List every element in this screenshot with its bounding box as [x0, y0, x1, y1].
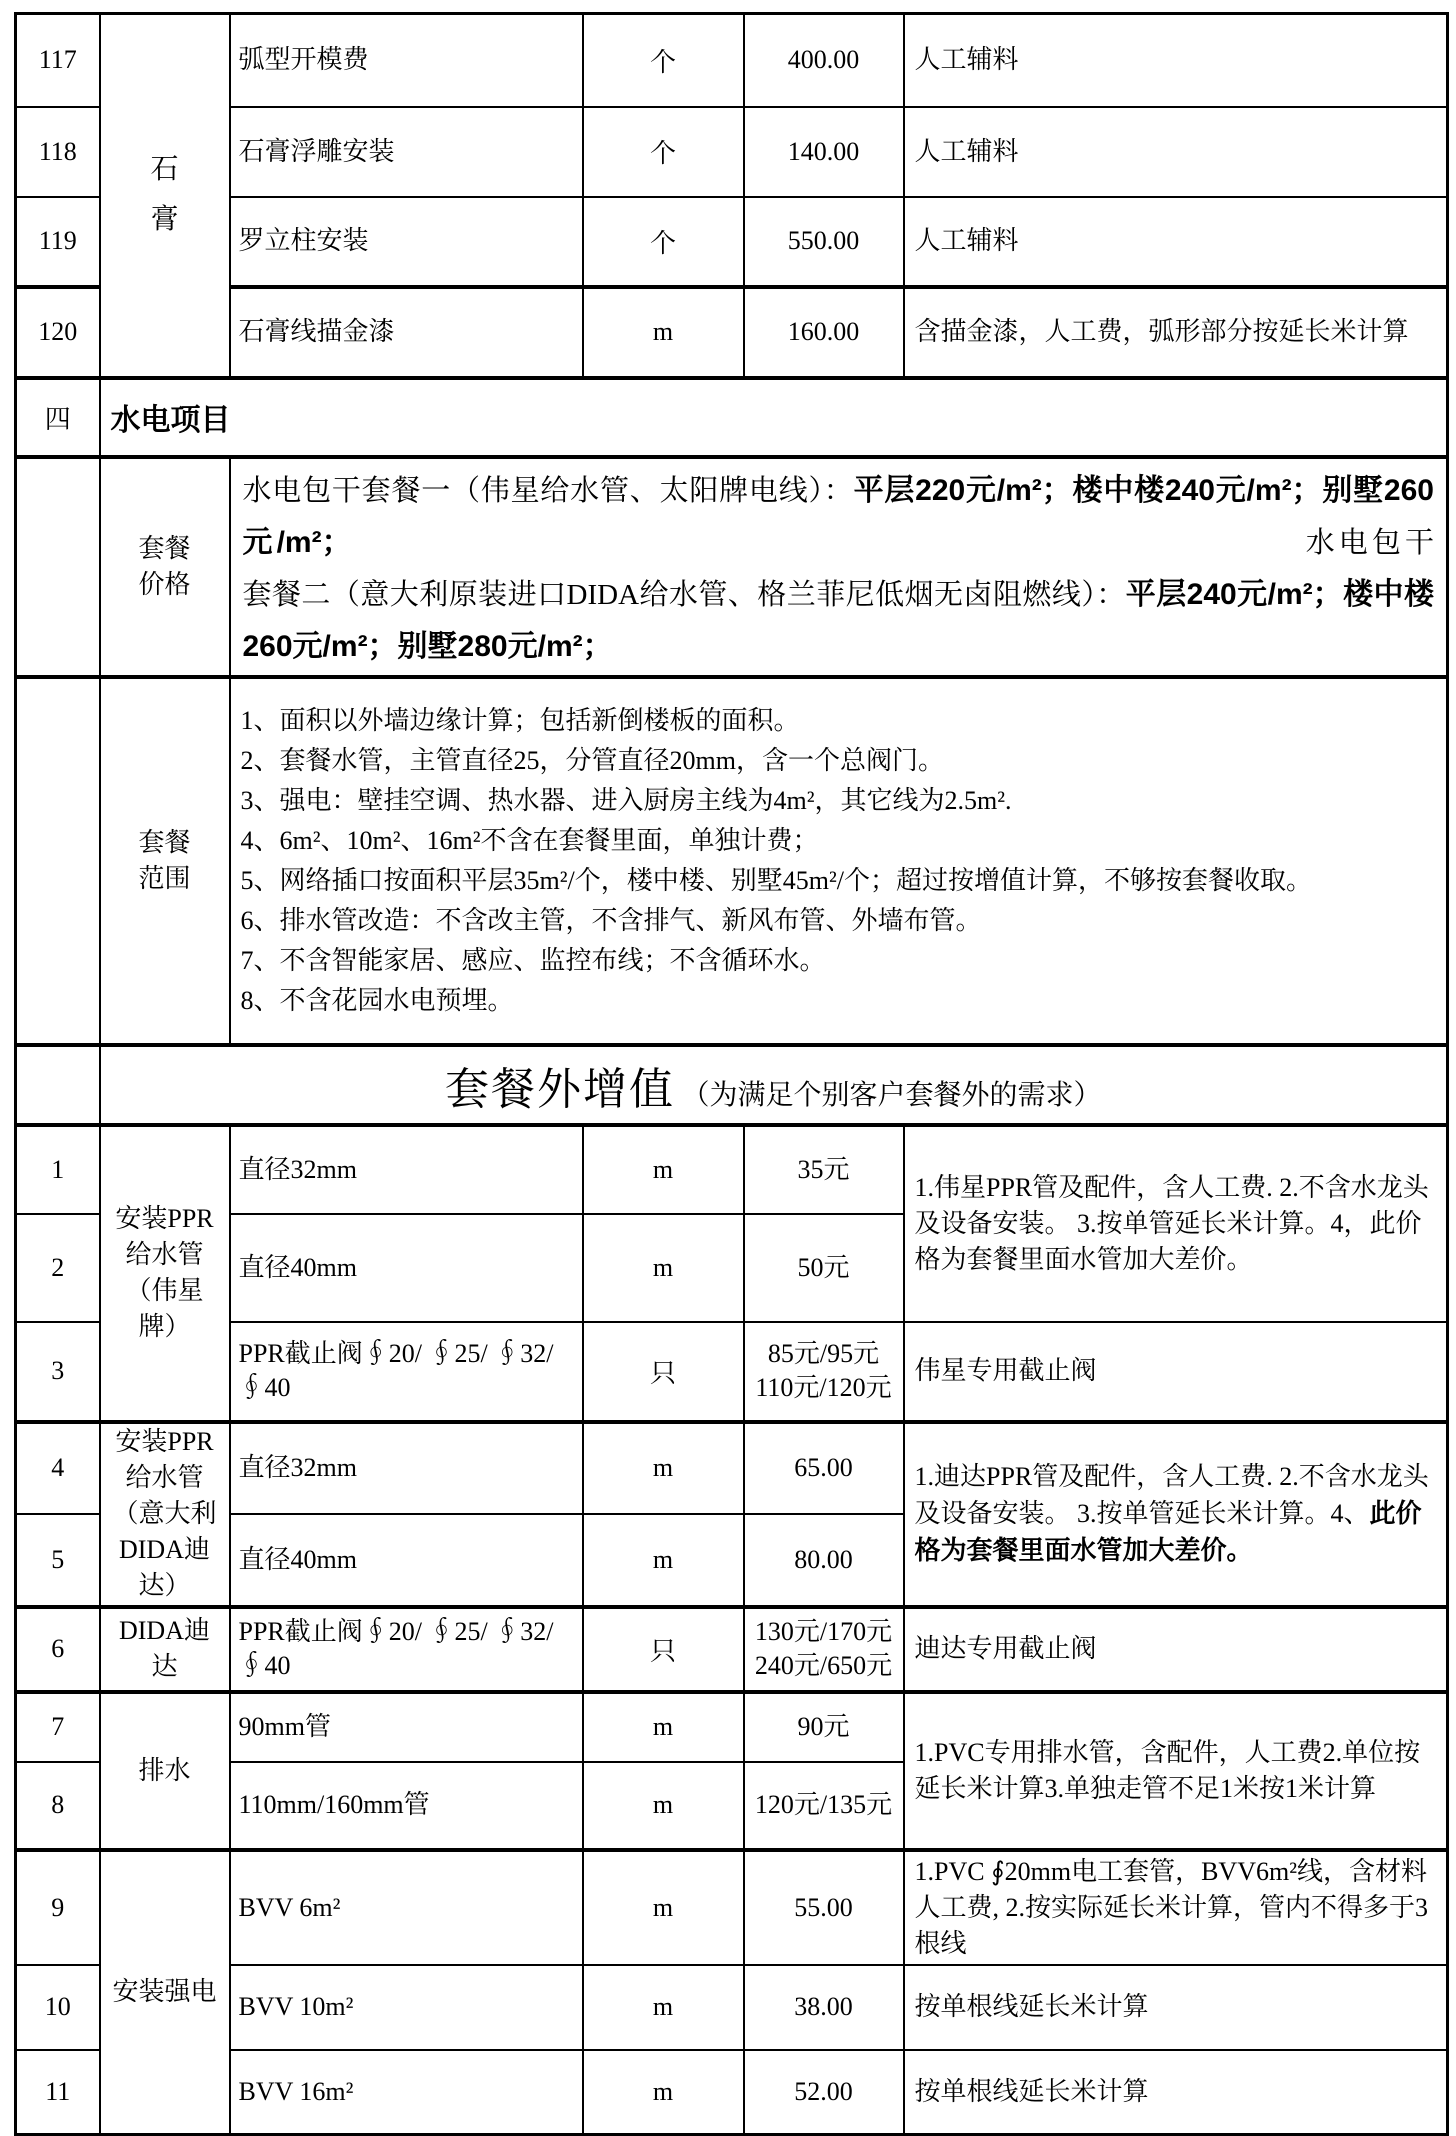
- table-row: [16, 1422, 1448, 1514]
- item-cell: 石膏线描金漆: [230, 287, 583, 378]
- category-label-line: 套餐: [138, 827, 191, 857]
- note-cell: 含描金漆，人工费，弧形部分按延长米计算: [904, 287, 1448, 378]
- unit-cell: 个: [583, 107, 744, 197]
- price-cell: 52.00: [744, 2050, 904, 2135]
- category-cell-gypsum: [100, 14, 230, 378]
- price-line: 85元/95元: [767, 1339, 880, 1368]
- item-cell: 直径32mm: [230, 1422, 583, 1514]
- row-number-cell: 119: [16, 197, 100, 287]
- table-row: [16, 197, 1448, 287]
- category-cell-package-scope: [100, 677, 230, 1045]
- package-scope-cell: [230, 677, 1448, 1045]
- price-cell: 120元/135元: [744, 1762, 904, 1850]
- table-row: [16, 2050, 1448, 2135]
- item-cell: PPR截止阀∮20/ ∮25/ ∮32/ ∮40: [230, 1607, 583, 1692]
- pkg-price-text-2: 水电包干套餐二（意大利原装进口DIDA给水管、格兰菲尼低烟无卤阻燃线）：: [242, 526, 1434, 611]
- row-number-cell: 11: [16, 2050, 100, 2135]
- row-number-cell: 118: [16, 107, 100, 197]
- note-cell: 按单根线延长米计算: [904, 2050, 1448, 2135]
- item-cell: BVV 6m²: [230, 1850, 583, 1965]
- extra-header-row: [16, 1045, 1448, 1125]
- note-cell: 1.PVC专用排水管，含配件，人工费2.单位按延长米计算3.单独走管不足1米按1米计算: [904, 1692, 1448, 1850]
- scope-line: 4、6m²、10m²、16m²不含在套餐里面，单独计费；: [240, 825, 819, 855]
- price-line: 110元/120元: [755, 1373, 892, 1402]
- unit-cell: m: [583, 287, 744, 378]
- category-label-line: 套餐: [138, 533, 191, 563]
- price-cell: 55.00: [744, 1850, 904, 1965]
- row-number-cell: 3: [16, 1322, 100, 1422]
- scope-line: 6、排水管改造：不含改主管，不含排气、新风布管、外墙布管。: [240, 905, 982, 935]
- item-cell: 石膏浮雕安装: [230, 107, 583, 197]
- price-cell: 50元: [744, 1214, 904, 1322]
- row-number-cell: [16, 1045, 100, 1125]
- unit-cell: 个: [583, 14, 744, 107]
- unit-cell: 个: [583, 197, 744, 287]
- unit-cell: m: [583, 1762, 744, 1850]
- category-label-line: 范围: [138, 863, 191, 893]
- table-row: [16, 1850, 1448, 1965]
- note-cell: 迪达专用截止阀: [904, 1607, 1448, 1692]
- note-cell: [904, 1422, 1448, 1607]
- item-cell: 90mm管: [230, 1692, 583, 1762]
- table-row: [16, 1607, 1448, 1692]
- row-number-cell: 9: [16, 1850, 100, 1965]
- price-cell: 35元: [744, 1125, 904, 1214]
- row-number-cell: [16, 457, 100, 677]
- item-cell: PPR截止阀∮20/ ∮25/ ∮32/ ∮40: [230, 1322, 583, 1422]
- price-line: 130元/170元: [754, 1617, 893, 1646]
- price-cell: 90元: [744, 1692, 904, 1762]
- item-cell: BVV 16m²: [230, 2050, 583, 2135]
- package-price-paragraph: [230, 457, 1448, 677]
- note-cell: 1.伟星PPR管及配件，含人工费. 2.不含水龙头及设备安装。 3.按单管延长米计算。4，此价格为套餐里面水管加大差价。: [904, 1125, 1448, 1322]
- table-row: [16, 107, 1448, 197]
- section-header-row: [16, 378, 1448, 457]
- scope-line: 7、不含智能家居、感应、监控布线；不含循环水。: [240, 945, 826, 975]
- price-table: [14, 12, 1449, 2136]
- category-label: 石膏: [150, 154, 179, 236]
- table-row: [16, 14, 1448, 107]
- section-number-cell: 四: [16, 378, 100, 457]
- price-cell: 38.00: [744, 1965, 904, 2050]
- item-cell: 直径40mm: [230, 1514, 583, 1607]
- note-cell: 按单根线延长米计算: [904, 1965, 1448, 2050]
- price-cell: 140.00: [744, 107, 904, 197]
- row-number-cell: [16, 677, 100, 1045]
- price-cell: 400.00: [744, 14, 904, 107]
- package-price-row: [16, 457, 1448, 677]
- row-number-cell: 4: [16, 1422, 100, 1514]
- item-cell: 110mm/160mm管: [230, 1762, 583, 1850]
- item-cell: 罗立柱安装: [230, 197, 583, 287]
- table-row: [16, 1965, 1448, 2050]
- scope-line: 5、网络插口按面积平层35m²/个，楼中楼、别墅45m²/个；超过按增值计算，不够按套餐收取。: [240, 865, 1312, 895]
- unit-cell: m: [583, 2050, 744, 2135]
- note-cell: 人工辅料: [904, 107, 1448, 197]
- category-cell-package-price: [100, 457, 230, 677]
- item-cell: 直径32mm: [230, 1125, 583, 1214]
- price-cell: [744, 1607, 904, 1692]
- pkg-price-bold-2: 平层240元/m²；楼中楼260元/m²；别墅280元/m²；: [242, 577, 1434, 663]
- row-number-cell: 10: [16, 1965, 100, 2050]
- pkg-price-bold-1: 平层220元/m²；楼中楼240元/m²；别墅260元/m²；: [242, 473, 1434, 559]
- price-cell: 550.00: [744, 197, 904, 287]
- row-number-cell: 8: [16, 1762, 100, 1850]
- section-title-cell: 水电项目: [100, 378, 1448, 457]
- unit-cell: m: [583, 1514, 744, 1607]
- note-cell: 人工辅料: [904, 14, 1448, 107]
- table-row: [16, 1125, 1448, 1214]
- item-cell: 直径40mm: [230, 1214, 583, 1322]
- note-cell: 人工辅料: [904, 197, 1448, 287]
- row-number-cell: 120: [16, 287, 100, 378]
- row-number-cell: 5: [16, 1514, 100, 1607]
- row-number-cell: 2: [16, 1214, 100, 1322]
- category-cell-electric: 安装强电: [100, 1850, 230, 2135]
- package-scope-row: [16, 677, 1448, 1045]
- category-cell-dida: DIDA迪达: [100, 1607, 230, 1692]
- category-cell-ppr-dida: 安装PPR给水管（意大利DIDA迪达）: [100, 1422, 230, 1607]
- unit-cell: m: [583, 1692, 744, 1762]
- item-cell: BVV 10m²: [230, 1965, 583, 2050]
- extra-subtitle: （为满足个别客户套餐外的需求）: [681, 1079, 1102, 1111]
- item-cell: 弧型开模费: [230, 14, 583, 107]
- table-row: [16, 1692, 1448, 1762]
- unit-cell: 只: [583, 1607, 744, 1692]
- unit-cell: m: [583, 1214, 744, 1322]
- extra-header-cell: [100, 1045, 1448, 1125]
- row-number-cell: 7: [16, 1692, 100, 1762]
- price-line: 240元/650元: [754, 1651, 893, 1680]
- extra-title: 套餐外增值: [444, 1064, 675, 1114]
- scope-line: 3、强电：壁挂空调、热水器、进入厨房主线为4m²，其它线为2.5m².: [240, 785, 1012, 815]
- scope-line: 1、面积以外墙边缘计算；包括新倒楼板的面积。: [240, 705, 800, 735]
- table-row: [16, 1322, 1448, 1422]
- unit-cell: 只: [583, 1322, 744, 1422]
- price-cell: 65.00: [744, 1422, 904, 1514]
- justify-spacer: [352, 551, 1302, 552]
- row-number-cell: 117: [16, 14, 100, 107]
- category-cell-drain: 排水: [100, 1692, 230, 1850]
- pkg-price-text-1: 水电包干套餐一（伟星给水管、太阳牌电线）：: [242, 474, 854, 507]
- price-cell: 160.00: [744, 287, 904, 378]
- table-row: [16, 287, 1448, 378]
- category-cell-ppr-weixing: 安装PPR给水管（伟星牌）: [100, 1125, 230, 1422]
- scope-line: 8、不含花园水电预埋。: [240, 985, 514, 1015]
- unit-cell: m: [583, 1422, 744, 1514]
- unit-cell: m: [583, 1125, 744, 1214]
- price-cell: [744, 1322, 904, 1422]
- unit-cell: m: [583, 1965, 744, 2050]
- row-number-cell: 1: [16, 1125, 100, 1214]
- scope-line: 2、套餐水管，主管直径25，分管直径20mm，含一个总阀门。: [240, 745, 944, 775]
- unit-cell: m: [583, 1850, 744, 1965]
- note-text: 1.迪达PPR管及配件，含人工费. 2.不含水龙头及设备安装。 3.按单管延长米计算。4、: [914, 1462, 1429, 1528]
- price-cell: 80.00: [744, 1514, 904, 1607]
- row-number-cell: 6: [16, 1607, 100, 1692]
- category-label-line: 价格: [138, 569, 191, 599]
- note-cell: 1.PVC ∮20mm电工套管，BVV6m²线，含材料人工费, 2.按实际延长米计算，管内不得多于3根线: [904, 1850, 1448, 1965]
- note-text-bold: 此价格为套餐里面水管加大差价。: [914, 1498, 1422, 1565]
- note-cell: 伟星专用截止阀: [904, 1322, 1448, 1422]
